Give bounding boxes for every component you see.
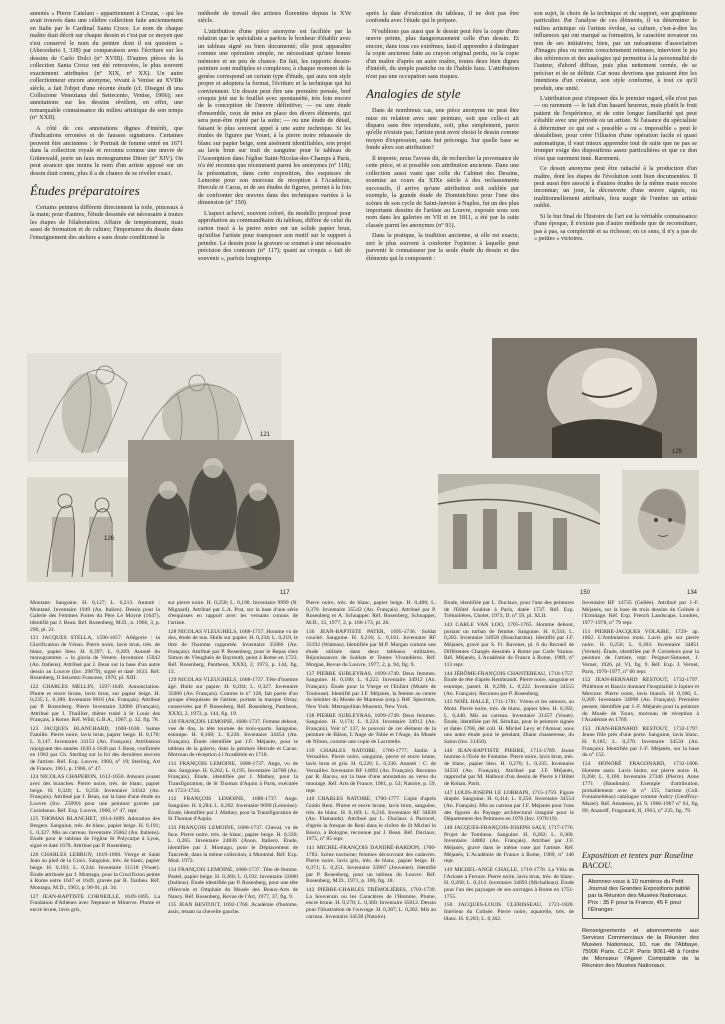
- figure-number: 134: [687, 590, 698, 596]
- catalogue-entry: 137 PIERRE SUBLEYRAS, 1699-1749. Deux femmes. Sanguine. H. 0,180; L. 0,222. Inventaire 34912 (An. Français). Étude pour la Vierge et l'Enfant (Musée de Toulouse). Identifié par J.F. Méjanès, la femme au centre du bénitier du Musée de Mantoue (exp.). Réf. Spectrum, New York: Metropolitan Museum, New York.: [306, 670, 436, 710]
- catalogue-entry: 141 MICHEL-FRANÇOIS DANDRÉ-BARDON, 1700-1783. Scène nocturne; femmes découvrant des cadavres. Pierre noire, lavis gris, trés. de blanc, papier beige. H. 0,371; L. 0,251. Inventaire 33967 (Jouvenet). Identifié par P. Rosenberg, pour un tableau du Louvre. Réf. Rosenberg, M.D., 1971, p. 106, fig. 18.: [306, 844, 436, 885]
- article-paragraph: Dans la pratique, la tradition ancienne, si elle est exacte, sert le plus souvent à conforter l'opinion à laquelle peut parvenir le connaisseur par la seule étude du dessin et des éléments qui le composent :: [366, 232, 519, 262]
- catalogue-entry: 147 LOUIS-JOSEPH LE LORRAIN, 1715-1759. Figure drapée. Sanguine. H. 0,414; L. 0,250. Inventaire 34554 (An. Français). Mis au carreau par J.F. Méjanès pour l'une des figures du Paysage architectural imaginé pour le Département des Peintures en 1976 (Inv. 1976/19).: [444, 789, 574, 823]
- catalogue-entry: 128 NICOLAS VLEUGHELS, 1668-1737. Homme vu de dos, étude de nus. Huile sur papier. H. 0,234; L. 0,219, le titre de l'homme rapportée. Inventaire 35066 (An. Français). Attribué par P. Rosenberg, pour le Repas chez Simon de Vleughels de Bayreuth, peint à Rome en 1723. Réf. Rosenberg, Pantheon, XXXI, 2, 1973, p. 144, fig. 13.: [168, 628, 298, 675]
- catalogue-column-5: [582, 600, 699, 842]
- article-paragraph: A côté de ces annotations dignes d'intérêt, que d'indications erronées et de fausses signatures. Certaines peuvent être anciennes : le Portrait de femme entré en 1671 dans la collection royale et reconnu comme une œuvre de Grünewald, porte un faux monogramme Dürer (n° XIV). On peut avancer que moins le nom d'un artiste apposé sur un dessin était connu, plus il a de chance de se révéler exact.: [30, 124, 183, 177]
- figure-number: 121: [260, 432, 271, 438]
- catalogue-entry: Étude, identifiée par L. Duclaux, pour l'une des peintures de l'Hôtel Soubise à Paris, datée 1737. Réf. Exp. Trémolières, Cholet, 1973, D. n° 59, pl. XLII.: [444, 600, 574, 620]
- catalogue-entry: Pierre noire, trés. de blanc, papier beige. H. 0,488; L. 0,370. Inventaire 35543 (An. Français). Attribué par P. Rosenberg et A. Schnapper. Réf. Rosenberg, Schnapper, M.D., 15, 1977, 2, p. 166-173, pl. 26.: [306, 600, 436, 626]
- article-paragraph: méthode de travail des artistes florentins depuis le XVe siècle.: [198, 10, 351, 25]
- exhibition-credit: Exposition et textes par Roseline BACOU.: [582, 850, 694, 870]
- subscription-offer-text: Abonnez-vous à 10 numéros du Petit Journal des Grandes Expositions publié par la Réunion des Musées Nationaux. Prix : 35 F pour la France, 45 F pour l'Étranger.: [588, 879, 691, 913]
- catalogue-entry: 151 PIERRE-JACQUES VOLAIRE, 1729- ap. 1802. L'Ambulation mois. Lavis gris sur pierre noire. H. 0,256; L. 0,303. Inventaire 34851 (Vernet). Étude, identifiée par P. Cornebois pour la peinture de l'artiste, repr. Peignot-Simonet, J. Vernet, 1926, pl. VI, fig. 9. Réf. Exp. J. Vernet, Paris, 1976-1977, n° 66 repr.: [582, 628, 699, 675]
- section-heading-etudes: Études préparatoires: [30, 182, 140, 198]
- article-paragraph: annotés « Pierre Catelani - appartiennent à Crozat, - qui les avait trouvés dans une célèbre collection faite anciennement en Italie par le Cardinal Santa Croce. Le nom de chaque maître était décrit sur chaque dessin et c'est par ce moyen que s'est conservé le nom du peintre dont il est question » (Abecedario I, 338) par comparaison avec l'écriture sur les dessins de Carlo Dolci (n° XVIII). D'autres pièces de la collection Santa Croce ont été retrouvées, le plus souvent exactement attribuées (n° XIX, n° XX). Un autre collectionneur encore anonyme, vivant à Venise au XVIIIe siècle, a fait l'objet d'une récente étude (cf. Disegni di una Collezione Veneziana del Settecento, Venise, 1966); ses annotations sur les dessins révèlent, en effet, une remarquable connaissance du milieu artistique de son temps (n° XXII).: [30, 10, 183, 122]
- catalogue-entry: 153 JEAN-BERNARD RESTOUT, 1732-1797. Jeune fille près d'une porte. Sanguine, lavis blanc. H. 0,185; L. 0,270. Inventaire 34534 (An. Français). Identifiée par J.-F. Méjanès, sur la base du n° 152.: [582, 725, 699, 759]
- catalogue-entry: 143 CARLE VAN LOO, 1705-1765. Homme debout, portant un turban de femme. Sanguine. H. 0,334; L. 0,283. Inventaire 34958 (Bouchardon). Identifié par J.F. Méjanès, gravé par S. Fr. Ravenet, pl. 6 du Recueil de Différentes Chargés dessinés à Rome par Carle Vanloo. Réf. Méjanès, L'Académie de France à Rome, 1969, n° 113 repr.: [444, 621, 574, 668]
- article-paragraph: Ce dessin anonyme peut être rattaché à la production d'un maître, dont les étapes de l'évolution sont bien documentées. Il peut aussi être associé à d'autres études de la même main encore inconnue; un jour, la découverte d'une œuvre signée, ou traditionnellement attribuée, fera surgir de l'ombre un artiste oublié.: [534, 165, 697, 210]
- catalogue-entry: Montane. Sanguine. H. 0,127; L. 0,213. Annoté : Montané. Inventaire 1949 (An. Italien). Dessin pour la Galerie des Femmes Fortes du Père Le Moyne (1647), identifié par J. Bean. Réf. Rosenberg, M.D., n. 1966, 3, p. 290, pl. 21.: [30, 600, 160, 633]
- subscription-info: [582, 928, 699, 1008]
- catalogue-column-1: [30, 600, 160, 1015]
- figure-150-drawing: [438, 474, 600, 584]
- catalogue-entry: 138 PIERRE SUBLEYRAS, 1699-1749. Deux femmes. Sanguine. H. 0,174; L. 0,224. Inventaire 34912 (An. Français). Voir n° 137, le pouvoir de cet élément de la peinture de Bâton, L'Ange de Tobie et l'Ange, du Musée de Nîmes, comme une copie de Lacretelle.: [306, 712, 436, 746]
- catalogue-entry: 154 HONORÉ FRAGONARD, 1732-1806. Homme assis. Lavis bistre, sur pierre noire. H. 0,260; L. 0,160. Inventaire 27346 (Pierre). Anne 1771 (Baudouin). Exemple d'attribution, probablement avec le n° 155, l'artiste (Coll. Fontainebleau) catalogue comme Aubry (Geoffroy-Mazet). Réf. Amateurs, pl. 9, 1966-1967 n° 63, fig. 89; Ananoff, Fragonard, II, 1963, n° 235, fig. 79.: [582, 761, 699, 814]
- figure-number: 117: [280, 590, 290, 596]
- figure-134-pastel: [622, 470, 699, 574]
- catalogue-column-2: [168, 600, 298, 1015]
- article-paragraph: Il importe, nous l'avons dit, de rechercher la provenance de cette pièce, et si possible son attribution ancienne. Dans une collection aussi vaste que celle du Cabinet des Dessins, soumise au cours du XIXe siècle à des reclassements successifs, il arrive qu'une attribution soit oubliée par exemple, la grande étude de Dominichino pour l'une des scènes de son cycle de Saint-Janvier à Naples, fut un des plus importants dessins de l'artiste au Louvre, exposée sous son nom dans les galeries en VII et en 1811, a été par la suite classée parmi les anonymes (n° 91).: [366, 154, 519, 229]
- catalogue-entry: 133 FRANÇOIS LEMOINE, 1688-1737. Cheval, vu de face. Pierre noire, trés. de blanc, papier beige. H. 0,326; L. 0,265. Inventaire 24836 (Anon. Italien). Étude, identifiée par J. Montagu, pour le Déplacement de Tancrède, dans la même collection, à Montréal. Réf. Exp. Mod. 1973.: [168, 825, 298, 865]
- article-paragraph: son sujet, le choix de la technique et du support, son graphisme particulier. Par l'analyse de ces éléments, il va déterminer le milieu artistique où l'artiste évolue, sa culture, c'est-à-dire les influences qui ont marqué sa formation, le caractère novateur ou non de ses initiatives; bien, par un mécanisme d'association d'images plus ou moins consciemment retenues, intervient le jeu des références et des analogies qui permettra à la personnalité de l'auteur, d'abord diffuse, puis plus nettement cernée, de se préciser et de se définir. Car nous devrions que puissent être les intentions d'un créateur, son style conforme, à tout ce qu'il produit, une unité.: [534, 10, 697, 92]
- catalogue-column-3: [306, 600, 436, 1015]
- catalogue-entry: 126 CHARLES LEBRUN, 1619-1690. Vierge et Saint Jean au pied de la Croix. Sanguine, trés. de blanc, papier beige. H. 0,193; L. 0,244. Inventaire 31518 (Vouet). Étude attribuée par J. Montagu, pour la Crucifixion peinte à Rome entre 1647 et 1649, gravée par R. Tardieu. Réf. Montagu, M.D., 1963, p. 90-91, pl. 34.: [30, 851, 160, 891]
- catalogue-column-4: [444, 600, 574, 1015]
- catalogue-entry: 129 NICOLAS VLEUGHELS, 1668-1737. Tête d'homme âgé. Huile sur papier. H. 0,204; L. 0,327. Inventaire 35066 (An. Français). Comme le n° 128, fait partie d'un groupe d'esquisses de l'artiste, portant la marque Orsay, conservées par P. Rosenberg. Réf. Rosenberg, Pantheon, XXXI, 2, 1973, p. 144, fig. 19.: [168, 677, 298, 717]
- figure-number: 150: [580, 590, 591, 596]
- catalogue-entry: 144 JÉRÔME-FRANÇOIS CHANTEREAU, 1710-1757. Étude de tête d'après Rembrandt. Pierre noire, sanguine et estompe, pastel. H. 0,290; L. 0,222. Inventaire 34555 (An. Français). Reconnu par P. Rosenberg.: [444, 670, 574, 697]
- catalogue-entry: 139 CHARLES NATOIRE, 1700-1777. Jardin à Versailles. Pierre noire, sanguine, pierre et encre brune, lavis brun et gris. H. 0,226; L. 0,336. Annoté : C. de Versailles. Inventaire RF 14892 (An. Français). Reconnu par R. Bacou, sur la base d'une annotation au verso du montage. Réf. Arts de France, 1961, p. 53; Natoire, p. 59, repr.: [306, 747, 436, 794]
- figure-126-drawing: [27, 477, 128, 582]
- subscription-box: [582, 874, 699, 919]
- figure-129-painting: [492, 338, 697, 458]
- catalogue-entry: 131 FRANÇOIS LEMOINE, 1688-1737. Ange, vu de dos. Sanguine. H. 0,262; L. 0,195. Inventaire 34768 (An. Français). Étude, identifiée par J. Mathey, pour la Transfiguration, de St Thomas d'Aquin à Paris, exécutée en 1723-1724.: [168, 761, 298, 794]
- catalogue-entry: 149 MICHEL-ANGE CHALLE, 1718-1778. La Villa de l'Arioste à Ferrare. Pierre noire, lavis brun, trés. de blanc. H. 0,260; L. 0,214. Inventaire 34893 (Michalleau). Étude pour l'un des paysages de ses ouvrages à Rome en 1751-1755.: [444, 866, 574, 900]
- catalogue-entry: 142 PIERRE-CHARLES TRÉMOLIÈRES, 1703-1739. La Souverain ou les Caractères de l'Homme. Plume, encre brune. H. 0,270; L. 0,360. Inventaire 35012. Dessin pour l'illustration de l'ouvrage. H. 0,287; L. 0,282. Mis au carreau. Inventaire 34538 (Natoire).: [306, 886, 436, 920]
- catalogue-entry: 152 JEAN-BERNARD RESTOUT, 1732-1797. Philémon et Baucis donnant l'hospitalité à Jupiter et Mercure. Pierre noire, lavis blanch. H. 0,186; L. 0,269. Inventaire 34998 (An. Français). Première pensée, identifiée par J.-F. Méjanès pour la peinture du Musée de Tours, morceau de réception à l'Académie en 1769.: [582, 677, 699, 724]
- section-heading-analogies: Analogies de style: [366, 86, 461, 102]
- article-paragraph: L'attribution d'une pièce anonyme est facilitée par la relation que le spécialiste a parfois le bonheur d'établir avec un tableau signé ou bien documenté; elle peut apparaître comme une opération simple, ne nécessitant qu'une bonne mémoire et un peu de chance. En fait, les rapports dessin-peinture sont multiples et complexes; à chaque moment de la genèse correspond un certain type d'étude, qui aura son style propre et adoptera la format, l'écriture et la technique qui lui conviennent. Un dessin peut être une première pensée, bref croquis jeté sur le feuillet avec spontanéité, très loin encore de la conception de l'œuvre définitive; — ou une étude d'ensemble, ceux de mise en place des divers éléments, qui sera peut-être rejeté par la suite; — ou une étude de détail, faisant le plus souvent appel à une autre technique. Si les études de figures par Vouet, à la pierre noire rehaussée de blanc sur papier beige, sont aisément identifiables, son projet au lavis brun sur trait de sanguine pour le tableau de l'Assomption dans l'église Saint-Nicolas-des-Champs à Paris, n'a été reconnu que récemment parmi les anonymes (n° 118); la présentation, dans cette exposition, des esquisses de Lemoine pour son morceau de réception à l'Académie, Hercule et Cacus, et de ses études de figures, permet à la fois de confronter des œuvres dans des techniques variées à la dimension (n° 150).: [198, 27, 351, 207]
- catalogue-entry: 148 JACQUES-FRANÇOIS-JOSEPH SALY, 1717-1776. Projet de Tombeau. Sanguine. H. 0,282; L. 0,360. Inventaire 34882 (An. Français). Attribué par J.F. Méjanès, gravé dans le même vase par l'artiste. Réf. Méjanès, L'Académie de France à Rome, 1969, n° 146 repr.: [444, 825, 574, 865]
- article-paragraph: L'aspect achevé, souvent coloré, du modello proposé pour approbation au commanditaire du tableau, diffère de celui du carton tracé à la pierre noire sur un solide papier brun, qu'utilise l'artiste pour transposer son motif sur le support à peindre. Le dessin pour la gravure se soumet à une nécessaire précision des contours (n° 117); quant au croquis « fait de souvenir », parfois longtemps: [198, 209, 351, 262]
- catalogue-entry: 123 JACQUES BLANCHARD, 1600-1638. Sainte Famille. Pierre noire, lavis brun, papier beige. H. 0,170; L. 0,147. Inventaire 34153 (An. Français). Attribution rejoignant des années 1630 à 1640 par J. Bean, confirmée en 1963 par Ch. Sterling sur la foi des dernières œuvres de l'artiste. Réf. Exp. Louvre, 1960, n° 19; Sterling, Art de France, 1961, p. 1966, n° 47.: [30, 725, 160, 772]
- catalogue-entry: 122 CHARLES MELLIN, 1597-1649. Annonciation. Plume et encre brune, lavis brun, sur papier beige. H. 0,235; L. 0,186. Inventaire 9016 (An. Français). Attribué par P. Rosenberg. Pierre Inventaire 32086 (Français), Attribué par J. Thuillier, thème traité à St Louis des Français, à Rome. Réf. Wild, G.B.A., 1967, p. 32, fig. 78.: [30, 683, 160, 724]
- catalogue-entry: 127 JEAN-BAPTISTE CORNEILLE, 1649-1695. La Fondation d'Athènes avec Neptune et Minerve. Plume et encre brune, lavis gris,: [30, 893, 160, 913]
- catalogue-entry: 146 JEAN-BAPTISTE PIERRE, 1713-1789. Jeune homme à l'Eole de Fontaine. Pierre noire, lavis brun, trés. de blanc, papier bleu. H. 0,270; L. 0,335. Inventaire 34550 (An. Français). Attribué par J.F. Méjanès, rapproché par M. Halbout d'un dessin de Pierre à l'Hôtel de Rohan, Paris.: [444, 747, 574, 788]
- article-paragraph: Certains peintres diffèrent directement la toile, pinceaux à la main; pour d'autres, l'étude dessinée est nécessaire à toutes les étapes de l'élaboration. Affaire de tempérament, mais aussi de formation et de culture; l'importance du dessin dans l'enseignement des ateliers a sans doute conditionné la: [30, 203, 183, 241]
- catalogue-entry: Inventaire RF 14735 (Gellée). Attribué par J.-F. Méjanès, sur la base de trois dessins du Colisée à l'Ermitage. Réf. Exp. French Landscape, Londres, 1977-1978, n° 79 repr.: [582, 600, 699, 626]
- catalogue-entry: 130 FRANÇOIS LEMOINE, 1688-1737. Femme debout, vue de dos, la tête tournée de trois-quarts. Sanguine, estompe. H. 0,160; L. 0,226. Inventaire 34454 (An. Français). Étude identifiée par J.F. Méjanès, pour le tableau de la galerie, dans la peinture Hercule et Cacus. Morceau de réception à l'Académie en 1718.: [168, 719, 298, 759]
- catalogue-entry: 135 JEAN RESTOUT, 1692-1768. Académie d'homme, assis, tenant sa chevelle gauche.: [168, 902, 298, 915]
- article-paragraph: L'attribution peut s'imposer dès le premier regard, elle n'est pas — ou rarement — le fait d'un hasard heureux, mais plutôt le fruit patient de l'expérience, et de cette longue familiarité qui peut s'établir avec une période ou un artiste. Si l'aisance du spécialiste à déterminer ce qui est « possible » ou « impossible » peut le déstabiliser, pour créer l'illusion d'une opération facile et quasi automatique, il vaut mieux apprendre tout de suite que ne pas se tromper exige des dispositions assez particulières et que ce don n'est que rarement inné. Rarement.: [534, 94, 697, 162]
- catalogue-entry: 132 FRANÇOIS LEMOINE, 1688-1737. Ange. Sanguine. H. 0,284; L. 0,202. Inventaire 9690 (Lemoine). Étude, identifiée par J. Mathey, pour la Transfiguration de St Thomas d'Aquin.: [168, 796, 298, 823]
- article-paragraph: après la date d'exécution du tableau, il ne doit pas être confondu avec l'étude qui le prépare.: [366, 10, 519, 25]
- subscription-info-text: Renseignements et abonnements aux Services Commerciaux de la Réunion des Musées Nationaux, 10, rue de l'Abbaye, 75006 Paris. C.C.P. Paris 9061-48 à l'ordre de Monsieur l'Agent Comptable de la Réunion des Musées Nationaux.: [582, 928, 699, 969]
- catalogue-entry: 125 THOMAS BLANCHET, 1614-1689. Adoration des Bergers. Sanguine, trés. de blanc, papier beige. H. 0,191; L. 0,327. Mis au carreau. Inventaire 25062 (An. Italiens). Etude pour le tableau de l'église St Polycarpe à Lyon, signé et daté 1678. Attribué par P. Rosenberg.: [30, 816, 160, 849]
- catalogue-entry: 124 NICOLAS CHAPERON, 1612-1656. Amours jouant avec des branches. Pierre noire, trés. de blanc, papier beige. H. 0,320; L. 0,250. Inventaire 34342 (An. Français). Attribué par J. Bean, sur la base d'une étude au Louvre (Inv. 25890) pour une peinture gravée par Coriolanus. Réf. Exp. Louvre, 1960, n° 47, repr.: [30, 774, 160, 814]
- catalogue-entry: 121 JACQUES STELLA, 1596-1657. Allégorie : la Glorification de Vénus. Pierre noire, lavis brun, trés. de blanc, papier bleu. H. 0,397; L. 0,269. Annoté du monogramme. « la gloria de Venere. Inventaire 15042 (An. Italiens). Attribué par J. Bean sur la base d'un autre dessin au Louvre (Inv. 29879), signé et daté 1633. Réf. Rosenberg, Il Seicento Francese, 1970, pl. XIII.: [30, 635, 160, 682]
- catalogue-entry: 136 JEAN-BAPTISTE PATER, 1695-1736. Soldat couché. Sanguine. H. 0,216; L. 0,181. Inventaire RF 33192 (Watteau). Identifiée par M.P. Morgan comme une étude utilisée dans deux tableaux militaires, Réjouissances de Soldats et Tentes Vivandières. Réf. Morgan, Revue du Louvre, 1977, 2, p. 94, fig. 9.: [306, 628, 436, 668]
- catalogue-entry: sur pierre noire. H. 0,258; L. 0,190. Inventaire 9999 (N. Mignard). Attribué par L.A. Prat, sur la base d'une série d'esquisses en rapport avec les versants connus de l'artiste.: [168, 600, 298, 626]
- catalogue-entry: 140 CHARLES NATOIRE, 1700-1777. Copie d'après Guido Reni. Plume et encre brune, lavis brun, sanguine, trés. de blanc. H. 0,169; L. 0,216. Inventaire RF 34838 (An. Flamands). Attribué par L. Duclaux à Parrocel, d'après la fresque de Reni dans le cloître de St Michel in Bosco, à Bologne, reconnue par J. Bean. Réf. Duclaux, 1975, n° 85 repr.: [306, 796, 436, 843]
- figure-number: 126: [104, 536, 115, 542]
- article-paragraph: Si le but final de l'histoire de l'art est la véritable connaissance d'une époque, il n'existe pas d'autre méthode que de reconstituer, pas à pas, sa complexité et sa richesse; en ce sens, il n'y a pas de « petites » victoires.: [534, 212, 697, 243]
- catalogue-entry: 134 FRANÇOIS LEMOINE, 1688-1737. Tête de femme. Pastel, papier beige. H. 0,366; L. 0,192. Inventaire 33680 (Italiens). Étude identifiée par P. Rosenberg, pour une tête d'Hercule et Omphale du Musée des Beaux-Arts de Nancy. Réf. Rosenberg, Revue de l'Art, 1977, 37, fig. 9.: [168, 866, 298, 900]
- article-paragraph: N'oublions pas aussi que le dessin peut être la copie d'une œuvre peinte, plus dangereusement celle d'un dessin. Et encore, dans tous ces extrêmes, faut-il apprendre à distinguer la copie ancienne faite au crayon original perdu, ou la copie d'un maître d'après un autre maître, toutes deux bien dignes d'intérêt, du simple pastiche ou de l'habile faux. L'attribution n'est pas une occupation sans risques.: [366, 27, 519, 80]
- figure-121-drawing: [128, 440, 294, 582]
- catalogue-entry: 145 NOËL HALLÉ, 1711-1781. Vénus et les amours, au Mont. Pierre noire, trés. de blanc, papier bleu. H. 0,392; L. 0,448. Mis au carreau. Inventaire 31457 (Vouet). Étude, identifiée par M. Sérullaz, pour le peinture signée et datée 1768, dét coll. H. Michel Levy et l'Amour, sous une autre étude pour le pendant, Diane chasseresse, du Salon (Inv. 31458).: [444, 699, 574, 746]
- article-paragraph: Dans de nombreux cas, une pièce anonyme ne peut être mise en relation avec une peinture, soit que celle-ci ait disparu sans être reproduite, soit, plus simplement, parce qu'elle n'existe pas; l'artiste peut avoir choisi le dessin comme moyen d'expression, sans but précongu. Sur quelle base se fonde alors son attribution?: [366, 107, 519, 152]
- figure-number: 129: [672, 449, 683, 455]
- catalogue-entry: 150 JACQUES-LOUIS CLERISSEAU, 1721-1820. Intérieur du Colisée. Pierre noire, aquarelle, trés. de blanc. H. 0,263; L. 0,362.: [444, 902, 574, 922]
